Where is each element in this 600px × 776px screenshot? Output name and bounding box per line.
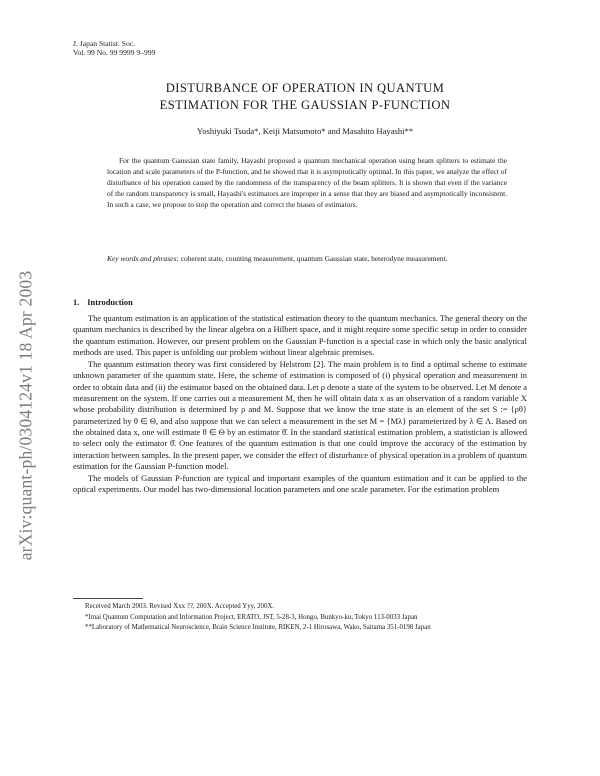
received-dates: Received March 2003. Revised Xxx ??, 200X. Accepted Yyy, 200X.	[85, 603, 275, 610]
title-line-2: ESTIMATION FOR THE GAUSSIAN P-FUNCTION	[159, 97, 451, 112]
section-heading	[73, 298, 133, 307]
title-line-1: DISTURBANCE OF OPERATION IN QUANTUM	[165, 81, 445, 95]
arxiv-id: arXiv:quant-ph/0304124v1 18 Apr 2003	[15, 270, 36, 560]
journal-name: J. Japan Statist. Soc.	[73, 39, 136, 48]
affiliation-2: **Laboratory of Mathematical Neuroscience, Brain Science Institute, RIKEN, 2-1 Hirosawa, Wako, Saitama 351-0198 Japan	[85, 624, 431, 632]
paper-title	[60, 80, 550, 113]
keywords	[107, 253, 507, 264]
section-title: Introduction	[87, 298, 133, 307]
footnote-divider	[73, 598, 143, 599]
keywords-text: coherent state, counting measurement, quantum Gaussian state, heterodyne measurement.	[180, 254, 448, 263]
author-list: Yoshiyuki Tsuda*, Keiji Matsumoto* and Masahito Hayashi**	[196, 126, 414, 136]
section-number: 1.	[73, 298, 80, 307]
arxiv-identifier-sidebar	[6, 150, 46, 680]
paragraph: The models of Gaussian P-function are typical and important examples of the quantum estimation and it can be applied to the optical experiments. Our model has two-dimensional location parameters and one scale parameter. For the estimation problem	[73, 473, 527, 495]
paragraph: The quantum estimation theory was first considered by Helstrom [2]. The main problem is to find a optimal scheme to estimate unknown parameter of the quantum state. Here, the scheme of estimation is composed of (i) physical operation and measurement in order to obtain data and (ii) the estimator based on the obtained data. Let ρ denote a state of the system to be observed. Let M denote a measurement on the system. If one carries out a measurement M, then he will obtain data x as an observation of a random variable X whose probability distribution is determined by ρ and M. Suppose that we know the true state is an element of the set S := {ρθ} parameterized by θ ∈ Θ, and also suppose that we can select a measurement in the set M = {Mλ} parameterized by λ ∈ Λ. Based on the obtained data x, one will estimate θ ∈ Θ by an estimator θ̂. In the standard statistical estimation problem, a statistician is allowed to select only the estimator θ̂. One features of the quantum estimation is that one could improve the accuracy of the estimation by interaction between samples. In the present paper, we consider the effect of disturbance of physical operation in a problem of quantum estimation for the Gaussian P-function model.	[73, 359, 527, 471]
journal-header	[73, 39, 155, 58]
abstract	[107, 155, 507, 210]
footnotes	[73, 602, 527, 634]
affiliation-1: *Imai Quantum Computation and Information Project, ERATO, JST, 5-28-3, Hongo, Bunkyo-ku, Tokyo 113-0033 Japan	[85, 613, 418, 621]
keywords-label: Key words and phrases:	[107, 254, 179, 263]
paragraph: The quantum estimation is an application of the statistical estimation theory to the quantum mechanics. The general theory on the quantum mechanics is described by the linear algebra on a Hilbert space, and it might require some specific setup in order to consider the quantum estimation. However, our present problem on the Gaussian P-function is a special case in which only the basic analytical methods are used. This paper is unfolding our problem without linear algebraic premises.	[73, 313, 527, 357]
journal-volume: Vol. 99 No. 99 9999 9–999	[73, 48, 156, 58]
introduction-body	[73, 313, 527, 496]
abstract-text: For the quantum Gaussian state family, Hayashi proposed a quantum mechanical operation using beam splitters to estimate the location and scale parameters of the P-function, and he showed that it is asymptotically optimal. In this paper, we analyze the effect of disturbance of his operation caused by the randomness of the transparency of the beam splitters. It is shown that even if the variance of the random transparency is small, Hayashi's estimators are improper in a sense that they are biased and asymptotically inconsistent. In such a case, we propose to stop the operation and correct the biases of estimators.	[107, 156, 507, 210]
